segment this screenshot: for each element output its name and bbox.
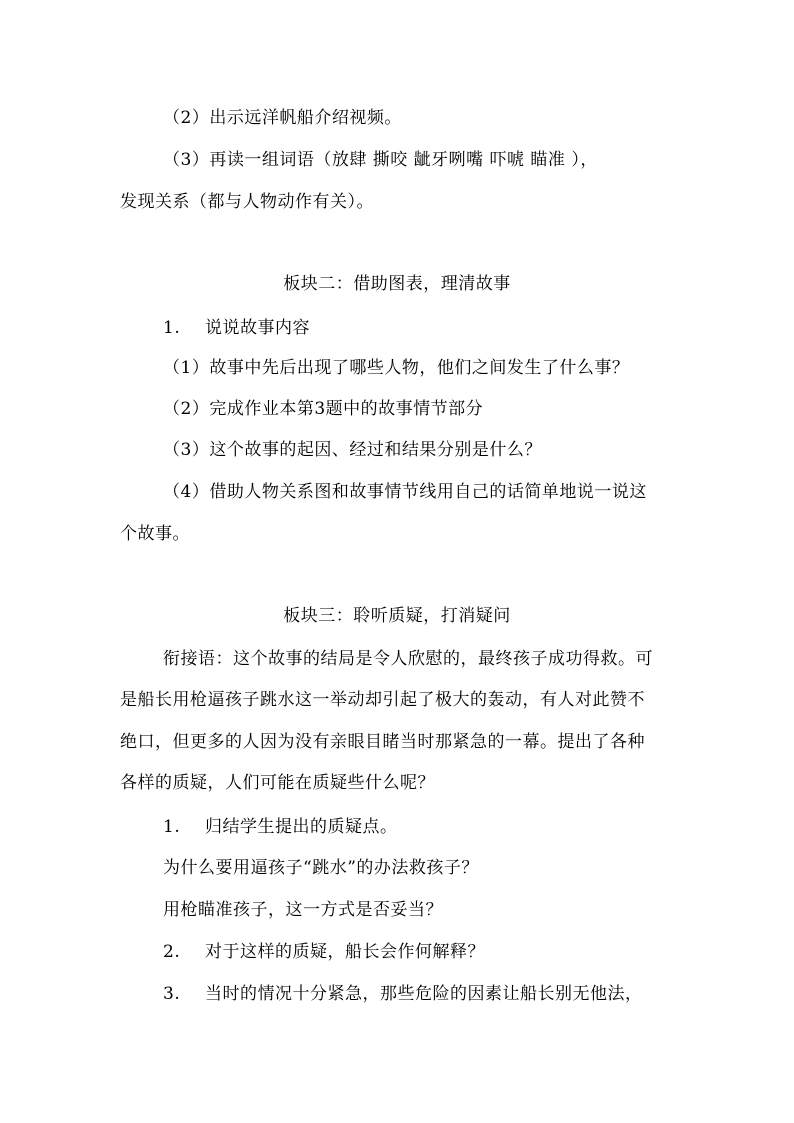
question-2: （2）完成作业本第3题中的故事情节部分 [163,399,484,419]
step-number: 2. [163,942,181,962]
step-text: 对于这样的质疑，船长会作何解释？ [205,942,485,962]
item-3-line-2: 发现关系（都与人物动作有关）。 [120,192,374,212]
doubt-2: 用枪瞄准孩子，这一方式是否妥当？ [163,900,443,920]
question-4-line-1: （4）借助人物关系图和故事情节线用自己的话简单地说一说这 [163,482,647,502]
paragraph-line-2: 是船长用枪逼孩子跳水这一举动却引起了极大的轰动，有人对此赞不 [120,690,645,710]
paragraph-line-4: 各样的质疑，人们可能在质疑些什么呢？ [120,773,435,793]
step-number: 3. [163,984,181,1004]
question-1: （1）故事中先后出现了哪些人物，他们之间发生了什么事？ [163,358,630,378]
item-3-line-1: （3）再读一组词语（放肆 撕咬 龇牙咧嘴 吓唬 瞄准 ）， [163,150,598,170]
step-number: 1. [163,318,181,338]
step-number: 1. [163,817,181,837]
question-4-line-2: 个故事。 [120,524,190,544]
section-3-step-3 [163,982,643,1006]
step-text: 当时的情况十分紧急，那些危险的因素让船长别无他法， [205,984,643,1004]
item-2: （2）出示远洋帆船介绍视频。 [163,108,402,128]
paragraph-line-3: 绝口，但更多的人因为没有亲眼目睹当时那紧急的一幕。提出了各种 [120,732,645,752]
section-2-heading: 板块二：借助图表，理清故事 [283,274,511,294]
section-3-step-2 [163,940,485,964]
section-3-heading: 板块三：聆听质疑，打消疑问 [283,606,511,626]
section-2-step-1 [163,316,310,340]
step-text: 归结学生提出的质疑点。 [205,817,398,837]
step-text: 说说故事内容 [205,318,310,338]
question-3: （3）这个故事的起因、经过和结果分别是什么？ [163,440,542,460]
doubt-1: 为什么要用逼孩子“跳水”的办法救孩子？ [163,858,479,878]
paragraph-line-1: 衔接语：这个故事的结局是令人欣慰的，最终孩子成功得救。可 [163,649,653,669]
section-3-step-1 [163,815,398,839]
